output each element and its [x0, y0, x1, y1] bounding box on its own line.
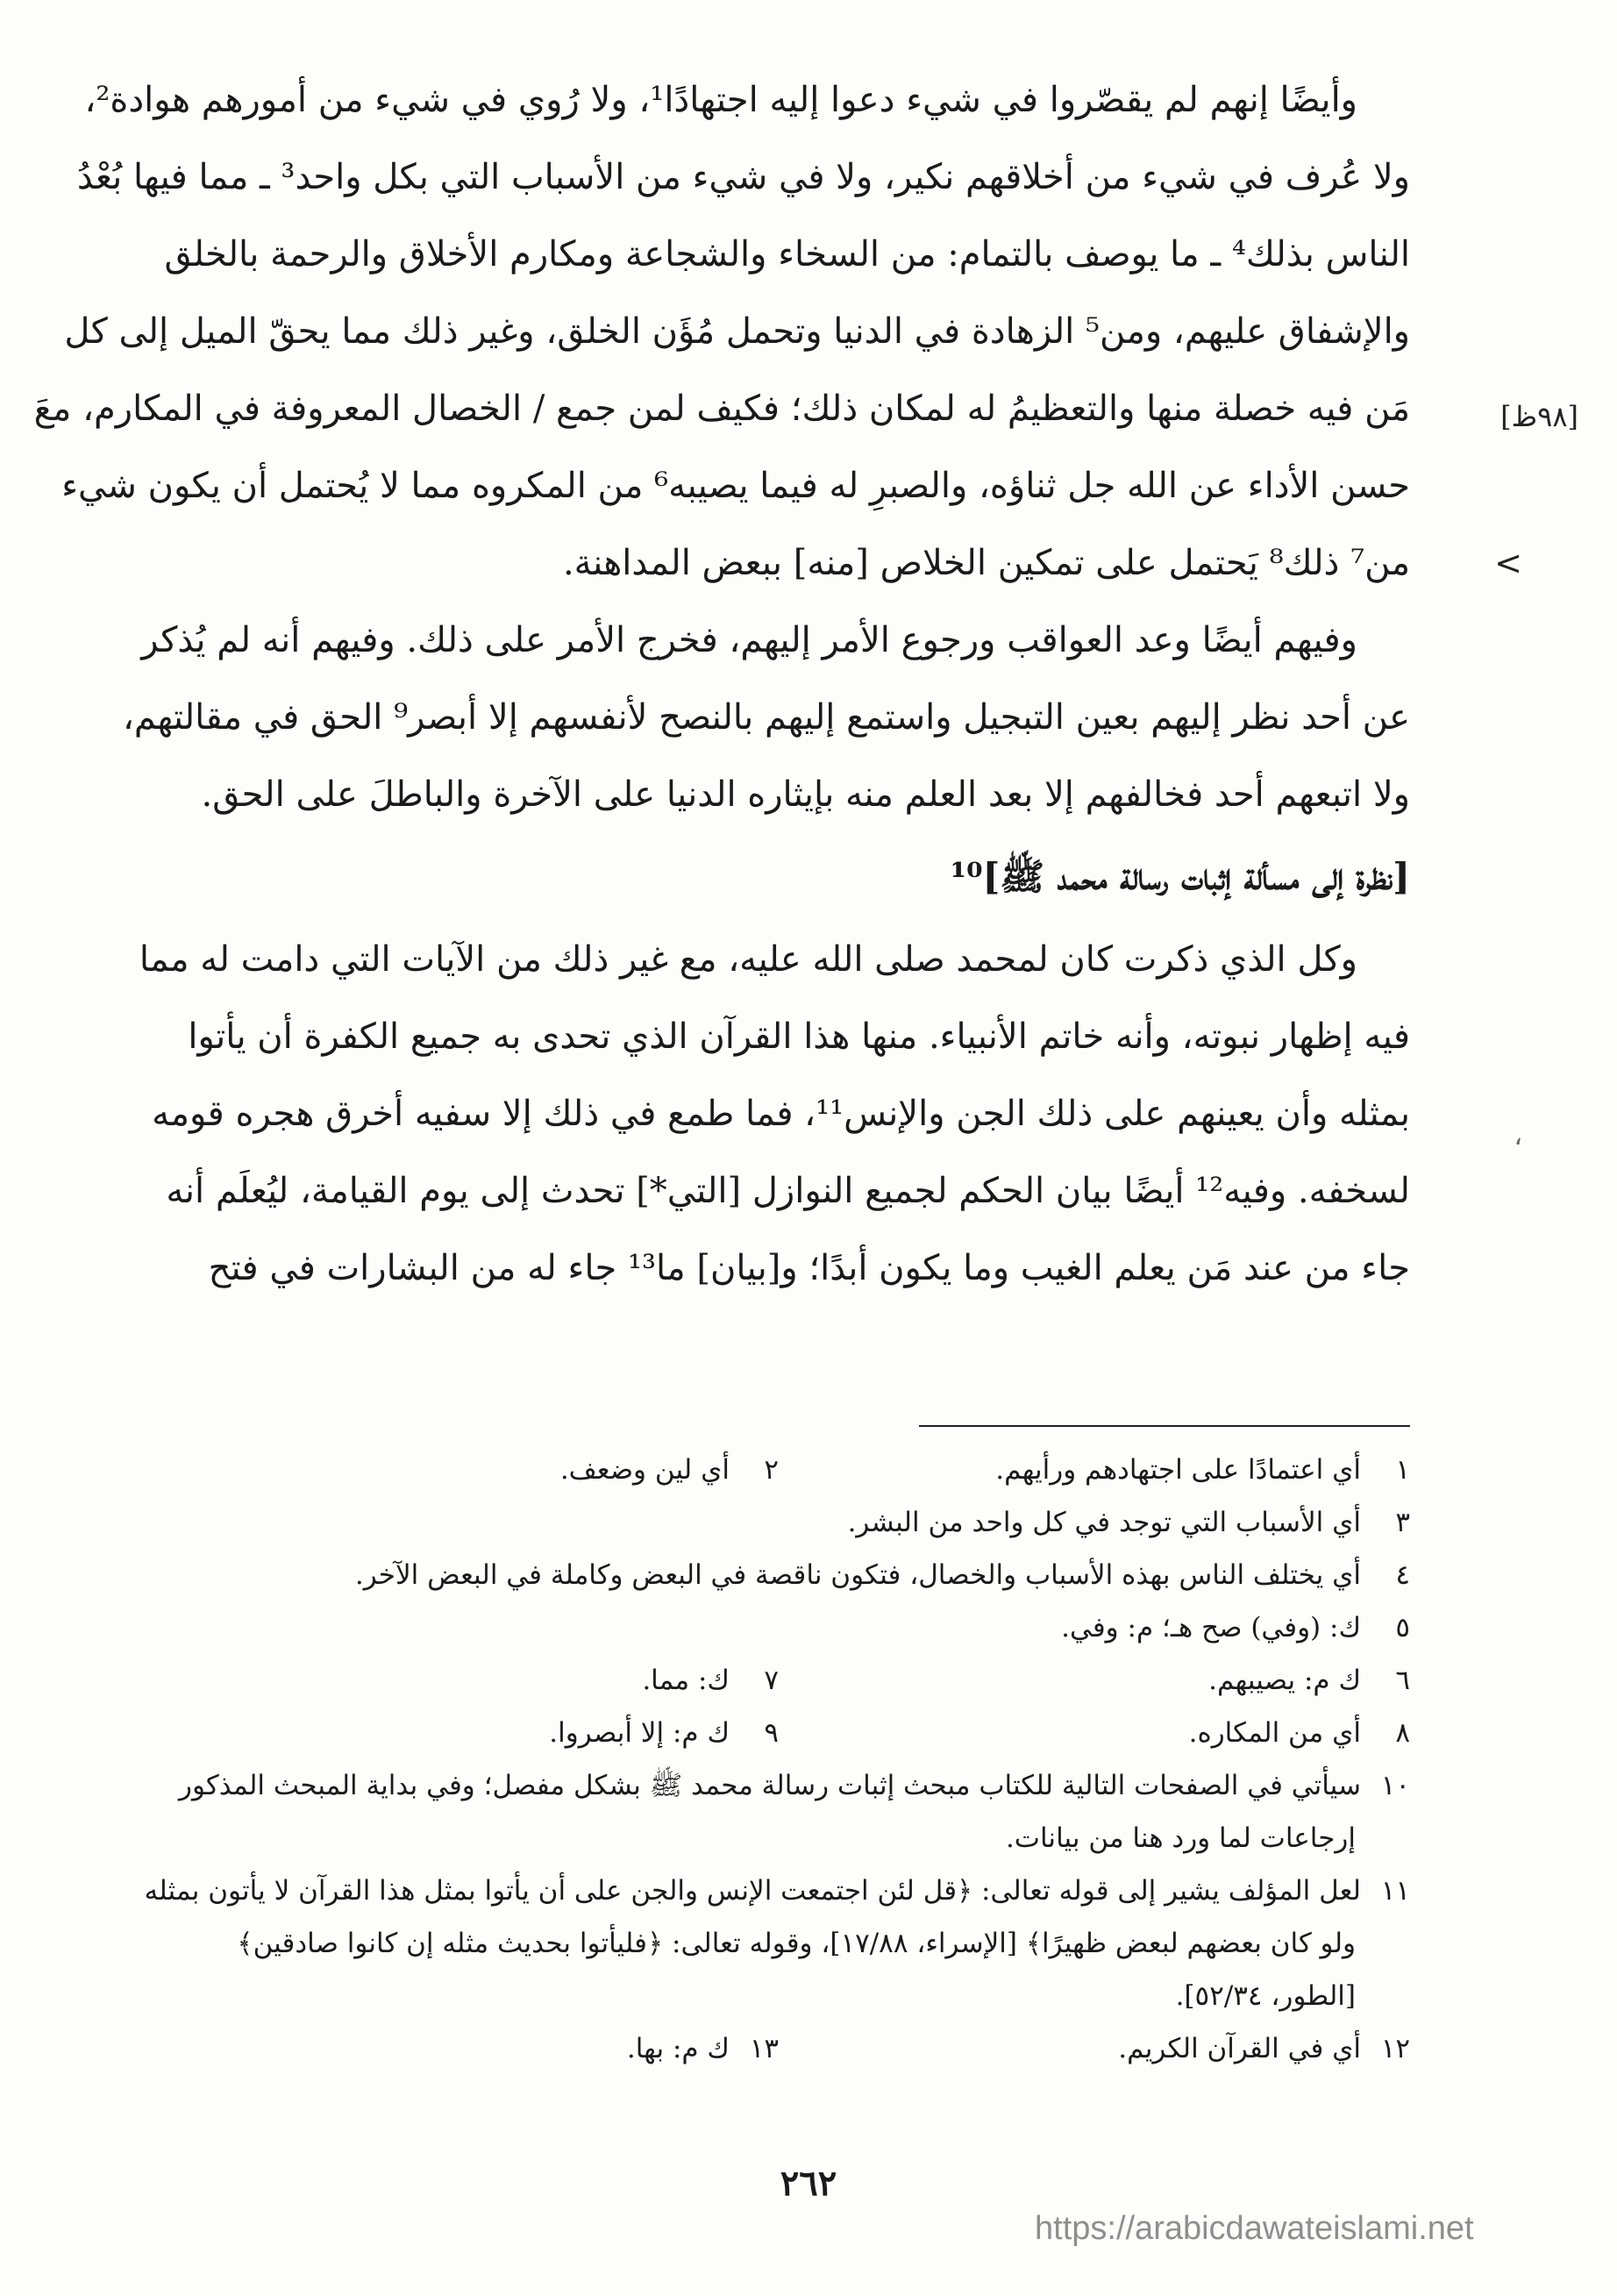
footnote-text: أي يختلف الناس بهذه الأسباب والخصال، فتكون ناقصة في البعض وكاملة في البعض الآخر.: [354, 1559, 1361, 1591]
body-line: فيه إظهار نبوته، وأنه خاتم الأنبياء. منها هذا القرآن الذي تحدى به جميع الكفرة أن يأتوا: [188, 1016, 1410, 1057]
footnote-number: ٢: [764, 1454, 779, 1486]
footnote-text: أي اعتمادًا على اجتهادهم ورأيهم.: [995, 1454, 1361, 1486]
footnote: [779, 2022, 1410, 2075]
body-line: من⁷ ذلك⁸ يَحتمل على تمكين الخلاص [منه] ببعض المداهنة.: [562, 543, 1410, 583]
footnote: [627, 2022, 779, 2075]
footnote: [560, 1444, 779, 1496]
body-line: ولا عُرف في شيء من أخلاقهم نكير، ولا في شيء من الأسباب التي بكل واحد³ ـ مما فيها بُعْدُ: [76, 157, 1410, 197]
body-line: ولا اتبعهم أحد فخالفهم إلا بعد العلم منه بإيثاره الدنيا على الآخرة والباطلَ على الحق.: [201, 774, 1410, 815]
footnote: [182, 1496, 1410, 1549]
footnote: [182, 1549, 1410, 1601]
footnote-divider: [919, 1425, 1410, 1427]
footnote-continuation: ولو كان بعضهم لبعض ظهيرًا﴾ [الإسراء، ١٧/٨٨]، وقوله تعالى: ﴿فليأتوا بحديث مثله إن كانوا صادقين﴾: [237, 1928, 1356, 1959]
footnote: [779, 1707, 1410, 1759]
footnote-number: ١: [1395, 1454, 1410, 1486]
margin-mark: ‏>: [1494, 544, 1522, 582]
body-line: وكل الذي ذكرت كان لمحمد صلى الله عليه، مع غير ذلك من الآيات التي دامت له مما: [139, 939, 1357, 980]
footnote-text: أي الأسباب التي توجد في كل واحد من البشر.: [847, 1507, 1361, 1538]
watermark-url: https://arabicdawateislami.net: [1035, 2210, 1474, 2247]
footnote-text: ك: (وفي) صح هـ؛ م: وفي.: [1061, 1612, 1361, 1644]
section-heading: [نظرة إلى مسألة إثبات رسالة محمد ﷺ]¹⁰: [950, 855, 1410, 898]
footnote-text: ك م: إلا أبصروا.: [549, 1717, 730, 1749]
footnote-continuation: [الطور، ٥٢/٣٤].: [1175, 1980, 1356, 2012]
footnote: [179, 1759, 1410, 1812]
footnote-number: ١٠: [1380, 1770, 1410, 1801]
footnote-number: ٩: [764, 1717, 779, 1749]
footnote-number: ٥: [1395, 1612, 1410, 1644]
body-line: بمثله وأن يعينهم على ذلك الجن والإنس¹¹، فما طمع في ذلك إلا سفيه أخرق هجره قومه: [152, 1094, 1410, 1134]
footnote-number: ١٢: [1380, 2033, 1410, 2064]
body-line: مَن فيه خصلة منها والتعظيمُ له لمكان ذلك؛ فكيف لمن جمع / الخصال المعروفة في المكارم، معَ: [33, 389, 1410, 429]
footnote: [642, 1654, 779, 1707]
footnote-number: ٨: [1395, 1717, 1410, 1749]
footnote-row: [182, 1707, 1410, 1759]
body-line: الناس بذلك⁴ ـ ما يوصف بالتمام: من السخاء والشجاعة ومكارم الأخلاق والرحمة بالخلق: [164, 234, 1410, 275]
footnote-number: ٣: [1395, 1507, 1410, 1538]
footnote-text: أي في القرآن الكريم.: [1118, 2033, 1361, 2064]
manuscript-folio-marker: [٩٨ظ]: [1500, 400, 1578, 433]
footnote-text: أي من المكاره.: [1188, 1717, 1361, 1749]
body-line: عن أحد نظر إليهم بعين التبجيل واستمع إليهم بالنصح لأنفسهم إلا أبصر⁹ الحق في مقالتهم،: [122, 697, 1410, 738]
footnote-text: ك: مما.: [642, 1665, 730, 1696]
body-line: جاء من عند مَن يعلم الغيب وما يكون أبدًا؛ و[بيان] ما¹³ جاء له من البشارات في فتح: [208, 1248, 1410, 1288]
footnote-text: أي لين وضعف.: [559, 1454, 730, 1486]
body-line: وأيضًا إنهم لم يقصّروا في شيء دعوا إليه اجتهادًا¹، ولا رُوي في شيء من أمورهم هوادة²،: [84, 80, 1357, 120]
footnote-number: ١١: [1380, 1875, 1410, 1907]
footnote: [549, 1707, 779, 1759]
footnote: [779, 1444, 1410, 1496]
footnote: [144, 1865, 1410, 1917]
body-line: والإشفاق عليهم، ومن⁵ الزهادة في الدنيا وتحمل مُؤَن الخلق، وغير ذلك مما يحقّ الميل إلى كل: [64, 311, 1410, 352]
footnotes: [144, 1444, 1410, 2075]
footnote-number: ٧: [764, 1665, 779, 1696]
footnote-number: ١٣: [749, 2033, 779, 2064]
body-line: وفيهم أيضًا وعد العواقب ورجوع الأمر إليهم، فخرج الأمر على ذلك. وفيهم أنه لم يُذكر: [141, 620, 1357, 660]
footnote: [182, 1601, 1410, 1654]
footnote-continuation: إرجاعات لما ورد هنا من بيانات.: [1005, 1822, 1356, 1854]
footnote-text: ك م: بها.: [626, 2033, 730, 2064]
footnote-row: [182, 2022, 1410, 2075]
main-text: [33, 61, 1410, 1307]
footnote-row: [182, 1444, 1410, 1496]
body-line: لسخفه. وفيه¹² أيضًا بيان الحكم لجميع النوازل [التي*] تحدث إلى يوم القيامة، ليُعلَم أنه: [166, 1171, 1410, 1211]
body-line: حسن الأداء عن الله جل ثناؤه، والصبرِ له فيما يصيبه⁶ من المكروه مما لا يُحتمل أن يكون شيء: [61, 466, 1410, 506]
footnote-text: لعل المؤلف يشير إلى قوله تعالى: ﴿قل لئن اجتمعت الإنس والجن على أن يأتوا بمثل هذا القرآن لا يأتون بمثله: [144, 1875, 1361, 1907]
footnote-number: ٦: [1395, 1665, 1410, 1696]
page-number: ٢٦٢: [780, 2163, 837, 2204]
footnote-row: [182, 1654, 1410, 1707]
footnote-text: سيأتي في الصفحات التالية للكتاب مبحث إثبات رسالة محمد ﷺ بشكل مفصل؛ وفي بداية المبحث المذكور: [179, 1770, 1361, 1801]
footnote-number: ٤: [1395, 1559, 1410, 1591]
margin-mark: ،: [1514, 1121, 1522, 1152]
footnote-text: ك م: يصيبهم.: [1208, 1665, 1361, 1696]
footnote: [779, 1654, 1410, 1707]
